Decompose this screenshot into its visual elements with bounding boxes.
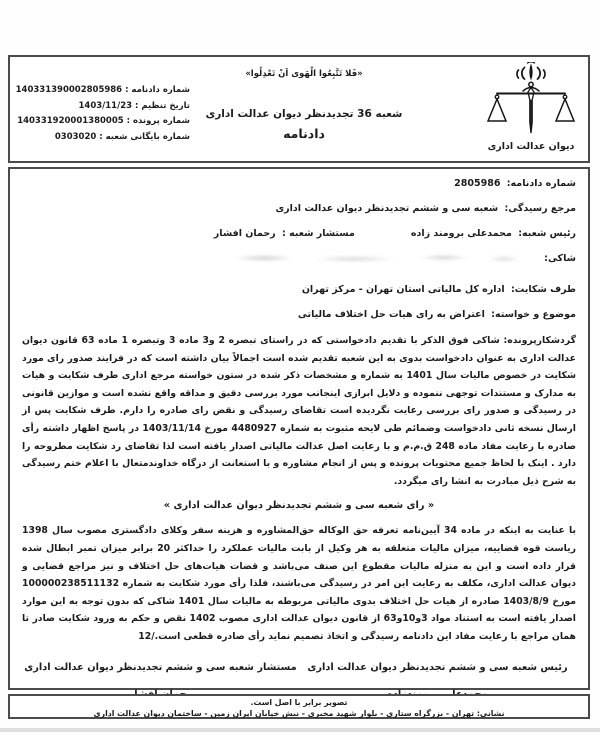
document-numbers-block xyxy=(15,83,190,145)
court-address: نشانی: تهران - بزرگراه ستاری - بلوار شهید مخبری - نبش خیابان ایران زمین - ساختمان دیوان عدالت اداری xyxy=(93,709,505,718)
case-process-label: گردشکارپرونده: xyxy=(503,335,576,346)
branch-advisor-label: مستشار شعبه : xyxy=(281,228,355,239)
review-authority-row xyxy=(22,201,576,217)
review-authority-label: مرجع رسیدگی: xyxy=(504,203,576,214)
certified-copy-note: تصویر برابر با اصل است. xyxy=(250,698,348,707)
issue-date-value: 1403/11/23 xyxy=(78,100,133,111)
defendant-value: اداره کل مالیاتی استان تهران - مرکز تهران xyxy=(301,284,505,295)
judgment-number-label: شماره دادنامه : xyxy=(125,85,190,95)
review-authority-value: شعبه سی و ششم تجدیدنظر دیوان عدالت اداری xyxy=(275,203,499,214)
defendant-row xyxy=(22,282,576,298)
case-number-label: شماره دادنامه: xyxy=(506,178,576,189)
verdict-section-header: « رای شعبه سی و ششم تجدیدنظر دیوان عدالت اداری » xyxy=(163,500,435,512)
header-center xyxy=(198,57,410,141)
branch-title: شعبه 36 تجدیدنظر دیوان عدالت اداری xyxy=(205,108,403,120)
plaintiff-label: شاکی: xyxy=(544,253,576,264)
archive-number-row xyxy=(18,130,190,146)
branch-chief-label: رئیس شعبه: xyxy=(518,228,576,239)
justice-scales-icon xyxy=(487,62,575,136)
subject-row xyxy=(22,307,576,323)
emblem-label: دیوان عدالت اداری xyxy=(487,141,575,152)
verdict-paragraph: با عنایت به اینکه در ماده 34 آیین‌نامه تعرفه حق الوکاله حق‌المشاوره و هزینه سفر وکلای دادگستری مصوب سال 1398 ریاست قوه قضاییه، میزان مالیات متعلقه به هر وکیل از بابت مالیات عملکرد را حداکثر 20 برابر میزان تمبر ابطال شده قرار داده است و این به منزله مالیات مقطوع این صنف می‌باشد و قضات هیات‌های حل اختلاف و نیز مراجع قضایی و دیوان عدالت اداری، مکلف به رعایت این امر در رسیدگی می‌باشند، فلذا رأی مورد شکایت به شماره 100000238511132 مورخ 1403/8/9 صادره از هیات حل اختلاف بدوی مالیاتی مربوطه به مالیات سال 1401 شاکی که بدون توجه به این موارد اصدار یافته است به استناد مواد 3و10و63 از قانون دیوان عدالت اداری مصوب 1402 نقض و حکم به ورود شکایت صادر تا همان مراجع با رعایت مفاد این دادنامه رسیدگی و اتخاذ تصمیم نماید رأی صادره قطعی است./12 xyxy=(22,525,577,642)
plaintiff-row xyxy=(22,251,576,267)
case-number-value: 2805986 xyxy=(454,178,501,189)
defendant-label: طرف شکایت: xyxy=(510,284,576,295)
branch-chief xyxy=(411,226,576,242)
document-footer xyxy=(8,694,590,719)
case-file-number-label: شماره پرونده : xyxy=(126,116,190,126)
branch-chief-name: محمدعلی برومند زاده xyxy=(410,228,512,239)
case-file-number-value: 140331920001380005 xyxy=(17,116,124,126)
issue-date-row xyxy=(18,99,190,115)
judgment-number-row xyxy=(15,83,190,99)
subject-label: موضوع و خواسته: xyxy=(491,309,576,320)
case-number-row xyxy=(22,176,576,192)
scan-edge-shadow xyxy=(0,728,600,732)
document-header xyxy=(8,55,590,163)
branch-advisor-name: رحمان افشار xyxy=(213,228,276,239)
document-type-title: دادنامه xyxy=(283,126,325,141)
archive-number-value: 0303020 xyxy=(54,131,97,142)
case-process-paragraph xyxy=(22,332,576,490)
quran-quote: «فَلا تَتَّبِعُوا الْهَوی اَنْ تَعْدِلُوا» xyxy=(245,69,363,79)
branch-advisor xyxy=(214,226,355,242)
case-file-number-row xyxy=(18,114,190,130)
redacted-plaintiff-name xyxy=(228,254,528,263)
judges-row xyxy=(22,226,576,242)
signature-chief-title: رئیس شعبه سی و ششم تجدیدنظر دیوان عدالت اداری xyxy=(307,661,568,673)
archive-number-label: شماره بایگانی شعبه : xyxy=(99,131,190,142)
issue-date-label: تاریخ تنظیم : xyxy=(135,100,190,111)
court-emblem xyxy=(480,62,582,152)
signature-advisor-title: مستشار شعبه سی و ششم تجدیدنظر دیوان عدالت اداری xyxy=(24,661,297,673)
subject-value: اعتراض به رای هیات حل اختلاف مالیاتی xyxy=(297,309,485,320)
case-process-text: شاکی فوق الذکر با تقدیم دادخواستی که در راستای تبصره 2 و3 ماده 3 وتبصره 1 ماده 63 قانون دیوان عدالت اداری به عنوان دادخواست بدوی به این شعبه تقدیم شده است اجمالاً بیان داشته است که در فرایند صدور رای مورد شکایت در خصوص مالیات سال 1401 به شماره و مشخصات ذکر شده در ستون خواسته مرجع اداری طرف شکایت و هیات به مدارک و مستندات توجهی ننموده و دلایل ابرازی اینجانب مورد بررسی دقیق و مداقه واقع نشده است و موازین قانونی در رسیدگی و صدور رای بررسی رعایت نگردیده است تقاضای رسیدگی و نقض رای صادره را دارم. طرف شکایت پس از ارسال نسخه ثانی دادخواست وضمائم طی لایحه مثبوت به شماره 4480927 مورخ 1403/11/14 در پاسخ اظهار داشته رأی صادره با رعایت مفاد ماده 248 ق.م.م و با رعایت اصل عدالت مالیاتی اصدار یافته است لذا تقاضای رد شکایت مطروحه را دارد . اینک با لحاظ جمیع محتویات پرونده و پس از انجام مشاوره و با استعانت از درگاه خداوندمتعال با اعلام ختم رسیدگی به شرح ذیل مبادرت به انشا رای میگردد. xyxy=(22,335,576,487)
judgment-number-value: 140331390002805986 xyxy=(15,85,123,95)
document-body xyxy=(8,167,590,690)
